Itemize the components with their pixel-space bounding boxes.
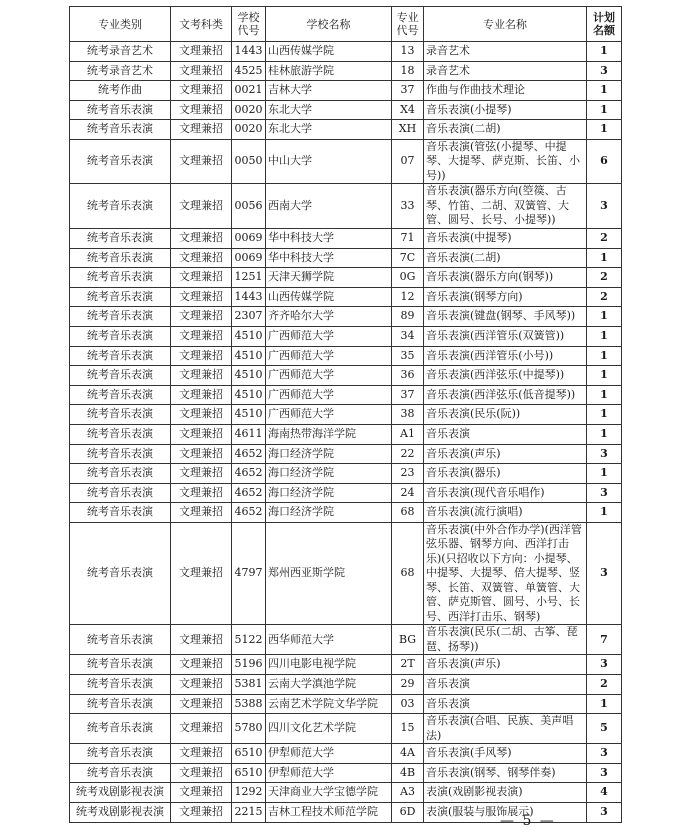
cell-quota: 1 (587, 385, 622, 405)
cell-subject: 文理兼招 (171, 81, 232, 101)
cell-school-name: 伊犁师范大学 (266, 744, 392, 764)
cell-major-code: 35 (392, 346, 424, 366)
cell-subject: 文理兼招 (171, 120, 232, 140)
cell-major-code: 0G (392, 268, 424, 288)
cell-school-name: 山西传媒学院 (266, 287, 392, 307)
cell-category: 统考音乐表演 (70, 522, 171, 625)
cell-major-code: 71 (392, 228, 424, 248)
cell-major-code: 29 (392, 674, 424, 694)
cell-school-code: 1443 (232, 42, 266, 62)
cell-school-name: 广西师范大学 (266, 346, 392, 366)
cell-school-name: 云南艺术学院文华学院 (266, 694, 392, 714)
cell-subject: 文理兼招 (171, 307, 232, 327)
cell-major-code: BG (392, 625, 424, 655)
cell-school-code: 4525 (232, 61, 266, 81)
cell-school-name: 海口经济学院 (266, 464, 392, 484)
cell-school-name: 天津商业大学宝德学院 (266, 783, 392, 803)
table-row (70, 763, 622, 783)
cell-quota: 3 (587, 483, 622, 503)
cell-category: 统考音乐表演 (70, 655, 171, 675)
cell-school-name: 吉林大学 (266, 81, 392, 101)
table-header-row (70, 7, 622, 42)
cell-quota: 4 (587, 783, 622, 803)
cell-major-name: 作曲与作曲技术理论 (424, 81, 587, 101)
cell-major-name: 音乐表演(二胡) (424, 120, 587, 140)
cell-major-code: 68 (392, 522, 424, 625)
cell-category: 统考音乐表演 (70, 287, 171, 307)
cell-major-name: 音乐表演(器乐) (424, 464, 587, 484)
cell-subject: 文理兼招 (171, 366, 232, 386)
table-row (70, 184, 622, 229)
cell-major-name: 音乐表演(现代音乐唱作) (424, 483, 587, 503)
table-row (70, 405, 622, 425)
cell-school-code: 1292 (232, 783, 266, 803)
cell-subject: 文理兼招 (171, 287, 232, 307)
table-row (70, 625, 622, 655)
cell-category: 统考录音艺术 (70, 42, 171, 62)
table-row (70, 783, 622, 803)
cell-major-name: 音乐表演(器乐方向(钢琴)) (424, 268, 587, 288)
cell-major-name: 音乐表演(小提琴) (424, 100, 587, 120)
cell-major-name: 音乐表演(西洋管乐(小号)) (424, 346, 587, 366)
cell-quota: 1 (587, 307, 622, 327)
cell-category: 统考音乐表演 (70, 184, 171, 229)
table-row (70, 81, 622, 101)
table-row (70, 464, 622, 484)
cell-subject: 文理兼招 (171, 248, 232, 268)
cell-school-name: 华中科技大学 (266, 228, 392, 248)
table-row (70, 139, 622, 184)
cell-category: 统考作曲 (70, 81, 171, 101)
cell-subject: 文理兼招 (171, 763, 232, 783)
cell-category: 统考音乐表演 (70, 464, 171, 484)
cell-school-name: 广西师范大学 (266, 405, 392, 425)
cell-major-code: 68 (392, 503, 424, 523)
cell-school-code: 1443 (232, 287, 266, 307)
cell-school-code: 4652 (232, 444, 266, 464)
cell-school-code: 0020 (232, 100, 266, 120)
cell-quota: 1 (587, 248, 622, 268)
cell-subject: 文理兼招 (171, 385, 232, 405)
cell-quota: 3 (587, 763, 622, 783)
cell-major-code: 2T (392, 655, 424, 675)
header-school-code: 学校代号 (232, 7, 266, 42)
cell-school-code: 0021 (232, 81, 266, 101)
cell-category: 统考音乐表演 (70, 139, 171, 184)
cell-school-name: 海南热带海洋学院 (266, 424, 392, 444)
cell-quota: 7 (587, 625, 622, 655)
cell-quota: 3 (587, 744, 622, 764)
cell-major-code: 6D (392, 802, 424, 822)
cell-major-name: 音乐表演(器乐方向(箜篌、古琴、竹笛、二胡、双簧管、大管、圆号、长号、小提琴)) (424, 184, 587, 229)
cell-school-code: 4611 (232, 424, 266, 444)
cell-quota: 1 (587, 326, 622, 346)
cell-school-code: 4652 (232, 503, 266, 523)
cell-school-code: 6510 (232, 763, 266, 783)
table-row (70, 326, 622, 346)
cell-subject: 文理兼招 (171, 464, 232, 484)
cell-school-code: 5122 (232, 625, 266, 655)
cell-school-code: 2215 (232, 802, 266, 822)
cell-school-name: 广西师范大学 (266, 366, 392, 386)
cell-quota: 2 (587, 674, 622, 694)
cell-category: 统考戏剧影视表演 (70, 802, 171, 822)
cell-quota: 1 (587, 366, 622, 386)
cell-category: 统考音乐表演 (70, 326, 171, 346)
cell-category: 统考音乐表演 (70, 307, 171, 327)
cell-quota: 3 (587, 802, 622, 822)
cell-major-code: 36 (392, 366, 424, 386)
cell-school-name: 吉林工程技术师范学院 (266, 802, 392, 822)
cell-subject: 文理兼招 (171, 42, 232, 62)
cell-school-name: 云南大学滇池学院 (266, 674, 392, 694)
table-row (70, 444, 622, 464)
cell-school-name: 郑州西亚斯学院 (266, 522, 392, 625)
cell-subject: 文理兼招 (171, 783, 232, 803)
page-number: — 5 — (500, 813, 556, 829)
table-row (70, 714, 622, 744)
cell-subject: 文理兼招 (171, 674, 232, 694)
header-quota: 计划名额 (587, 7, 622, 42)
cell-school-code: 4510 (232, 405, 266, 425)
cell-major-name: 音乐表演 (424, 674, 587, 694)
cell-subject: 文理兼招 (171, 268, 232, 288)
cell-school-name: 东北大学 (266, 120, 392, 140)
cell-major-name: 音乐表演(西洋弦乐(中提琴)) (424, 366, 587, 386)
cell-school-name: 伊犁师范大学 (266, 763, 392, 783)
cell-major-name: 音乐表演 (424, 694, 587, 714)
cell-quota: 6 (587, 139, 622, 184)
cell-school-code: 0020 (232, 120, 266, 140)
header-category: 专业类别 (70, 7, 171, 42)
cell-category: 统考音乐表演 (70, 346, 171, 366)
cell-major-name: 音乐表演(中提琴) (424, 228, 587, 248)
cell-quota: 1 (587, 120, 622, 140)
cell-quota: 1 (587, 81, 622, 101)
cell-category: 统考音乐表演 (70, 228, 171, 248)
table-row (70, 120, 622, 140)
cell-major-code: 23 (392, 464, 424, 484)
table-row (70, 522, 622, 625)
cell-major-code: 03 (392, 694, 424, 714)
table-row (70, 744, 622, 764)
table-row (70, 674, 622, 694)
cell-school-code: 0069 (232, 228, 266, 248)
cell-subject: 文理兼招 (171, 228, 232, 248)
cell-category: 统考音乐表演 (70, 483, 171, 503)
cell-school-name: 山西传媒学院 (266, 42, 392, 62)
cell-category: 统考音乐表演 (70, 385, 171, 405)
cell-major-name: 音乐表演(西洋管乐(双簧管)) (424, 326, 587, 346)
cell-quota: 2 (587, 287, 622, 307)
cell-quota: 1 (587, 346, 622, 366)
cell-quota: 2 (587, 268, 622, 288)
cell-school-code: 0056 (232, 184, 266, 229)
cell-major-code: 38 (392, 405, 424, 425)
cell-quota: 3 (587, 61, 622, 81)
cell-major-name: 音乐表演(声乐) (424, 444, 587, 464)
cell-school-code: 4797 (232, 522, 266, 625)
cell-major-code: 7C (392, 248, 424, 268)
table-row (70, 655, 622, 675)
cell-school-name: 广西师范大学 (266, 326, 392, 346)
cell-major-code: XH (392, 120, 424, 140)
cell-category: 统考录音艺术 (70, 61, 171, 81)
cell-school-name: 东北大学 (266, 100, 392, 120)
cell-category: 统考音乐表演 (70, 248, 171, 268)
cell-subject: 文理兼招 (171, 184, 232, 229)
cell-school-code: 5196 (232, 655, 266, 675)
table-row (70, 248, 622, 268)
cell-major-code: 4B (392, 763, 424, 783)
cell-quota: 1 (587, 503, 622, 523)
cell-major-name: 音乐表演 (424, 424, 587, 444)
cell-quota: 1 (587, 424, 622, 444)
header-major-name: 专业名称 (424, 7, 587, 42)
cell-major-code: 37 (392, 81, 424, 101)
table-row (70, 503, 622, 523)
cell-school-name: 西华师范大学 (266, 625, 392, 655)
cell-subject: 文理兼招 (171, 346, 232, 366)
cell-category: 统考音乐表演 (70, 763, 171, 783)
cell-major-name: 音乐表演(钢琴方向) (424, 287, 587, 307)
cell-school-name: 四川文化艺术学院 (266, 714, 392, 744)
cell-major-code: X4 (392, 100, 424, 120)
cell-category: 统考音乐表演 (70, 503, 171, 523)
cell-major-code: 15 (392, 714, 424, 744)
cell-category: 统考音乐表演 (70, 100, 171, 120)
cell-school-code: 4510 (232, 385, 266, 405)
header-school-name: 学校名称 (266, 7, 392, 42)
table-row (70, 61, 622, 81)
cell-school-name: 四川电影电视学院 (266, 655, 392, 675)
cell-subject: 文理兼招 (171, 802, 232, 822)
cell-school-code: 4652 (232, 464, 266, 484)
header-major-code: 专业代号 (392, 7, 424, 42)
cell-subject: 文理兼招 (171, 625, 232, 655)
table-row (70, 268, 622, 288)
cell-major-name: 音乐表演(二胡) (424, 248, 587, 268)
cell-quota: 1 (587, 405, 622, 425)
cell-major-code: 89 (392, 307, 424, 327)
table-row (70, 42, 622, 62)
cell-major-name: 音乐表演(合唱、民族、美声唱法) (424, 714, 587, 744)
cell-subject: 文理兼招 (171, 714, 232, 744)
cell-category: 统考音乐表演 (70, 405, 171, 425)
cell-school-code: 1251 (232, 268, 266, 288)
table-row (70, 346, 622, 366)
cell-major-code: 18 (392, 61, 424, 81)
cell-major-code: 12 (392, 287, 424, 307)
cell-quota: 1 (587, 100, 622, 120)
cell-school-code: 4510 (232, 346, 266, 366)
cell-category: 统考戏剧影视表演 (70, 783, 171, 803)
cell-school-code: 0069 (232, 248, 266, 268)
cell-subject: 文理兼招 (171, 326, 232, 346)
cell-major-code: 4A (392, 744, 424, 764)
cell-school-code: 5780 (232, 714, 266, 744)
cell-major-name: 表演(服装与服饰展示) (424, 802, 587, 822)
table-row (70, 100, 622, 120)
cell-major-code: 07 (392, 139, 424, 184)
cell-major-name: 音乐表演(声乐) (424, 655, 587, 675)
cell-subject: 文理兼招 (171, 694, 232, 714)
cell-major-code: 24 (392, 483, 424, 503)
cell-school-code: 4652 (232, 483, 266, 503)
cell-subject: 文理兼招 (171, 139, 232, 184)
cell-subject: 文理兼招 (171, 522, 232, 625)
cell-school-code: 6510 (232, 744, 266, 764)
cell-quota: 1 (587, 694, 622, 714)
cell-school-name: 桂林旅游学院 (266, 61, 392, 81)
cell-major-code: 22 (392, 444, 424, 464)
cell-quota: 3 (587, 444, 622, 464)
cell-school-name: 西南大学 (266, 184, 392, 229)
cell-category: 统考音乐表演 (70, 444, 171, 464)
table-row (70, 228, 622, 248)
cell-major-name: 音乐表演(键盘(钢琴、手风琴)) (424, 307, 587, 327)
cell-school-code: 2307 (232, 307, 266, 327)
cell-subject: 文理兼招 (171, 503, 232, 523)
cell-category: 统考音乐表演 (70, 625, 171, 655)
table-row (70, 483, 622, 503)
cell-quota: 1 (587, 464, 622, 484)
cell-school-name: 天津天狮学院 (266, 268, 392, 288)
cell-subject: 文理兼招 (171, 444, 232, 464)
cell-quota: 2 (587, 228, 622, 248)
cell-category: 统考音乐表演 (70, 424, 171, 444)
cell-school-code: 4510 (232, 326, 266, 346)
table-row (70, 385, 622, 405)
cell-subject: 文理兼招 (171, 483, 232, 503)
cell-major-name: 表演(戏剧影视表演) (424, 783, 587, 803)
cell-major-name: 音乐表演(中外合作办学)(西洋管弦乐器、钢琴方向、西洋打击乐)(只招收以下方向：小提琴、中提琴、大提琴、倍大提琴、竖琴、长笛、双簧管、单簧管、大管、萨克斯管、圆号、小号、长号、西洋打击乐、钢琴) (424, 522, 587, 625)
cell-school-name: 广西师范大学 (266, 385, 392, 405)
cell-quota: 1 (587, 42, 622, 62)
cell-school-name: 海口经济学院 (266, 483, 392, 503)
cell-subject: 文理兼招 (171, 424, 232, 444)
cell-school-code: 5381 (232, 674, 266, 694)
cell-subject: 文理兼招 (171, 100, 232, 120)
cell-major-code: 34 (392, 326, 424, 346)
cell-subject: 文理兼招 (171, 655, 232, 675)
cell-category: 统考音乐表演 (70, 674, 171, 694)
cell-major-name: 音乐表演(民乐(二胡、古筝、琵琶、扬琴)) (424, 625, 587, 655)
cell-school-code: 0050 (232, 139, 266, 184)
cell-category: 统考音乐表演 (70, 714, 171, 744)
cell-school-code: 5388 (232, 694, 266, 714)
cell-school-name: 中山大学 (266, 139, 392, 184)
cell-major-code: 37 (392, 385, 424, 405)
cell-category: 统考音乐表演 (70, 744, 171, 764)
cell-major-code: A3 (392, 783, 424, 803)
cell-quota: 5 (587, 714, 622, 744)
cell-subject: 文理兼招 (171, 744, 232, 764)
cell-major-name: 音乐表演(民乐(阮)) (424, 405, 587, 425)
cell-major-name: 音乐表演(西洋弦乐(低音提琴)) (424, 385, 587, 405)
table-row (70, 694, 622, 714)
table-row (70, 307, 622, 327)
table-row (70, 287, 622, 307)
table-row (70, 424, 622, 444)
cell-major-name: 音乐表演(手风琴) (424, 744, 587, 764)
header-subject: 文考科类 (171, 7, 232, 42)
admission-plan-table (69, 6, 622, 823)
cell-major-name: 录音艺术 (424, 61, 587, 81)
cell-school-name: 华中科技大学 (266, 248, 392, 268)
cell-major-name: 音乐表演(管弦(小提琴、中提琴、大提琴、萨克斯、长笛、小号)) (424, 139, 587, 184)
cell-major-code: A1 (392, 424, 424, 444)
cell-school-name: 海口经济学院 (266, 444, 392, 464)
cell-major-code: 33 (392, 184, 424, 229)
cell-category: 统考音乐表演 (70, 268, 171, 288)
cell-major-name: 音乐表演(流行演唱) (424, 503, 587, 523)
cell-major-code: 13 (392, 42, 424, 62)
cell-quota: 3 (587, 522, 622, 625)
cell-quota: 3 (587, 184, 622, 229)
table-body (70, 42, 622, 823)
cell-school-name: 齐齐哈尔大学 (266, 307, 392, 327)
cell-school-name: 海口经济学院 (266, 503, 392, 523)
cell-school-code: 4510 (232, 366, 266, 386)
cell-category: 统考音乐表演 (70, 366, 171, 386)
cell-major-name: 音乐表演(钢琴、钢琴伴奏) (424, 763, 587, 783)
cell-major-name: 录音艺术 (424, 42, 587, 62)
cell-subject: 文理兼招 (171, 405, 232, 425)
table-row (70, 366, 622, 386)
cell-subject: 文理兼招 (171, 61, 232, 81)
cell-category: 统考音乐表演 (70, 120, 171, 140)
cell-category: 统考音乐表演 (70, 694, 171, 714)
cell-quota: 3 (587, 655, 622, 675)
